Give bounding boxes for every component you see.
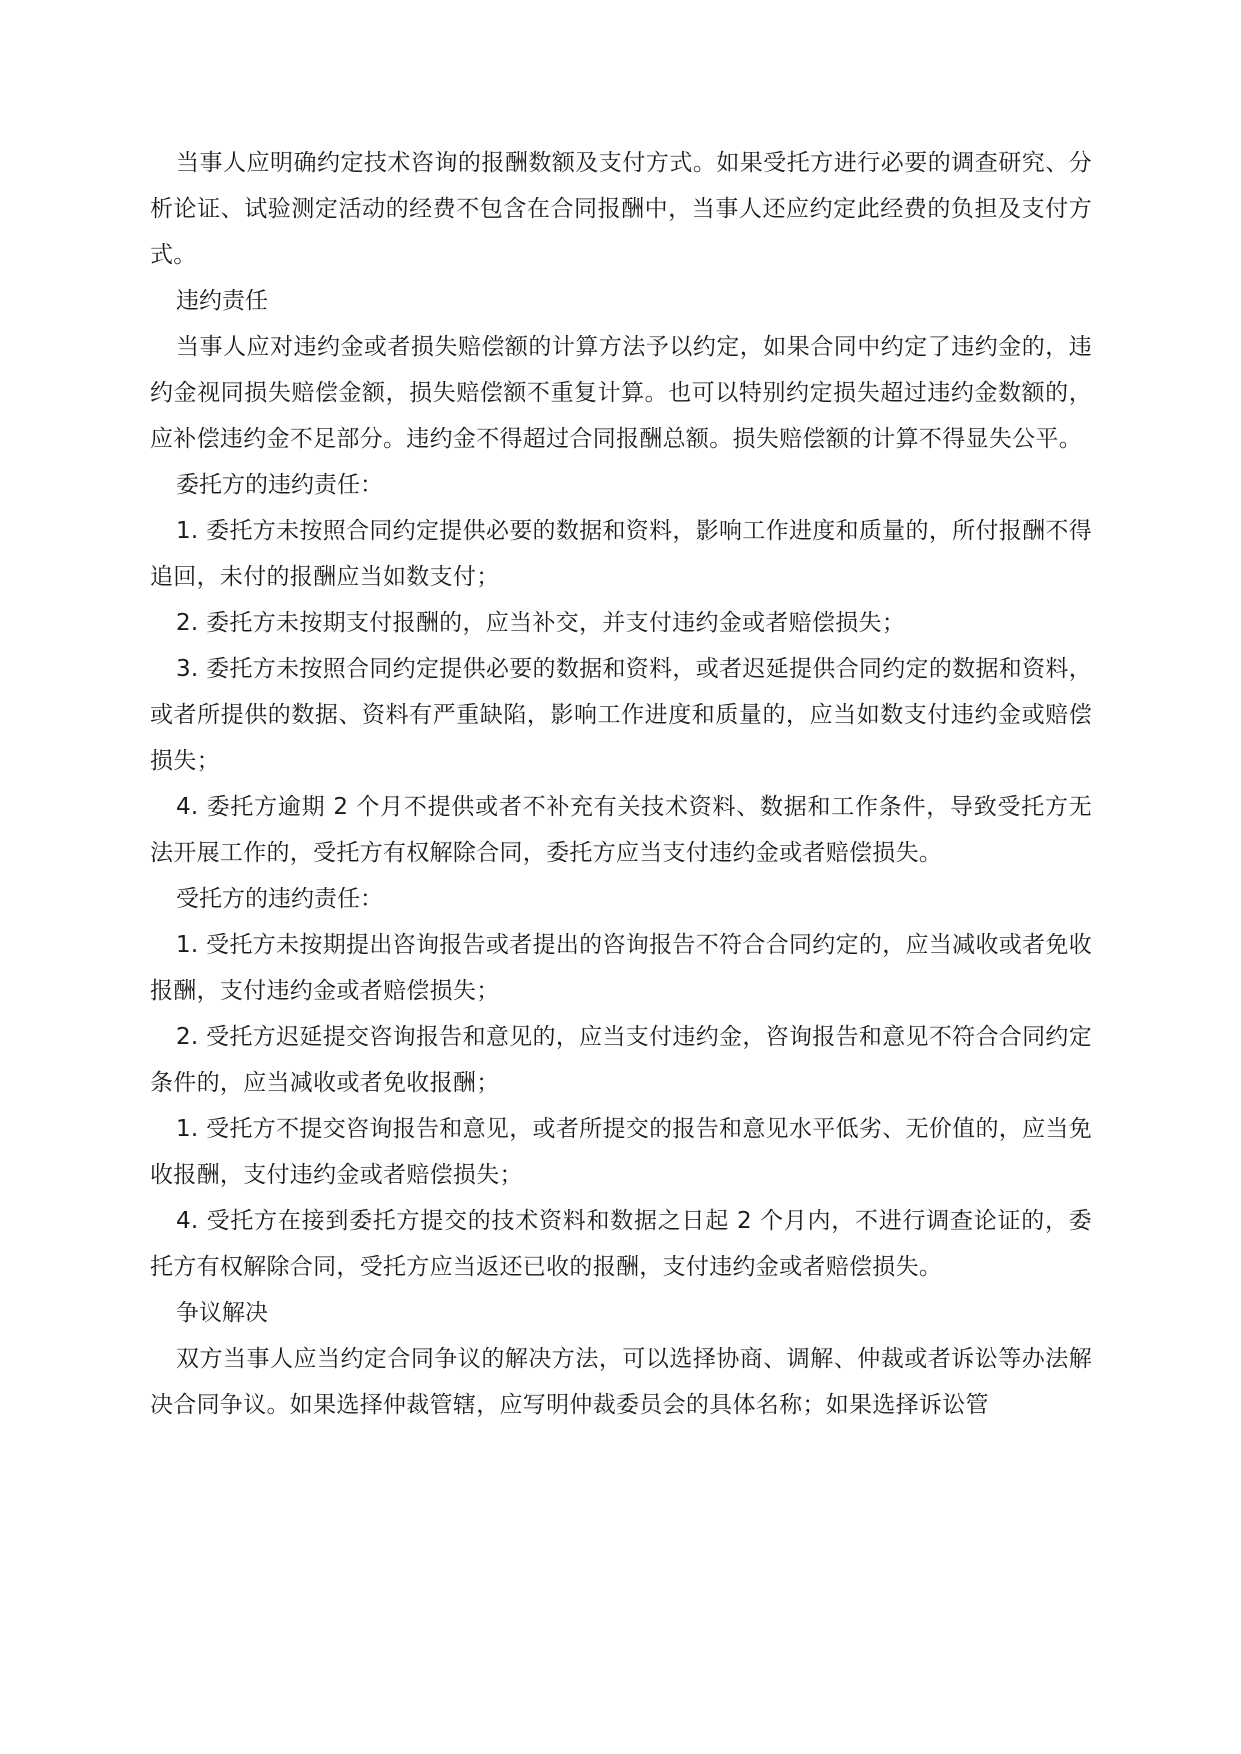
heading-client-liability: 委托方的违约责任： bbox=[176, 472, 383, 498]
heading-breach-liability: 违约责任 bbox=[176, 288, 268, 314]
heading-dispute-resolution: 争议解决 bbox=[176, 1300, 268, 1326]
heading-consultant-liability: 受托方的违约责任： bbox=[176, 886, 383, 912]
clause-consultant-4: 4. 受托方在接到委托方提交的技术资料和数据之日起 2 个月内，不进行调查论证的，委托方有权解除合同，受托方应当返还已收的报酬，支付违约金或者赔偿损失。 bbox=[150, 1208, 1092, 1280]
clause-client-4: 4. 委托方逾期 2 个月不提供或者不补充有关技术资料、数据和工作条件，导致受托方无法开展工作的，受托方有权解除合同，委托方应当支付违约金或者赔偿损失。 bbox=[150, 794, 1092, 866]
paragraph-liquidated-damages: 当事人应对违约金或者损失赔偿额的计算方法予以约定，如果合同中约定了违约金的，违约金视同损失赔偿金额，损失赔偿额不重复计算。也可以特别约定损失超过违约金数额的，应补偿违约金不足部分。违约金不得超过合同报酬总额。损失赔偿额的计算不得显失公平。 bbox=[150, 334, 1092, 452]
paragraph-payment-terms: 当事人应明确约定技术咨询的报酬数额及支付方式。如果受托方进行必要的调查研究、分析论证、试验测定活动的经费不包含在合同报酬中，当事人还应约定此经费的负担及支付方式。 bbox=[150, 150, 1092, 268]
clause-consultant-3: 1. 受托方不提交咨询报告和意见，或者所提交的报告和意见水平低劣、无价值的，应当免收报酬，支付违约金或者赔偿损失； bbox=[150, 1116, 1092, 1188]
clause-client-3: 3. 委托方未按照合同约定提供必要的数据和资料，或者迟延提供合同约定的数据和资料，或者所提供的数据、资料有严重缺陷，影响工作进度和质量的，应当如数支付违约金或赔偿损失； bbox=[150, 656, 1092, 774]
clause-consultant-1: 1. 受托方未按期提出咨询报告或者提出的咨询报告不符合合同约定的，应当减收或者免收报酬，支付违约金或者赔偿损失； bbox=[150, 932, 1092, 1004]
clause-client-1: 1. 委托方未按照合同约定提供必要的数据和资料，影响工作进度和质量的，所付报酬不得追回，未付的报酬应当如数支付； bbox=[150, 518, 1092, 590]
document-page bbox=[150, 140, 1092, 1428]
paragraph-dispute-resolution: 双方当事人应当约定合同争议的解决方法，可以选择协商、调解、仲裁或者诉讼等办法解决合同争议。如果选择仲裁管辖，应写明仲裁委员会的具体名称；如果选择诉讼管 bbox=[150, 1346, 1092, 1418]
clause-client-2: 2. 委托方未按期支付报酬的，应当补交，并支付违约金或者赔偿损失； bbox=[176, 610, 906, 636]
clause-consultant-2: 2. 受托方迟延提交咨询报告和意见的，应当支付违约金，咨询报告和意见不符合合同约定条件的，应当减收或者免收报酬； bbox=[150, 1024, 1092, 1096]
